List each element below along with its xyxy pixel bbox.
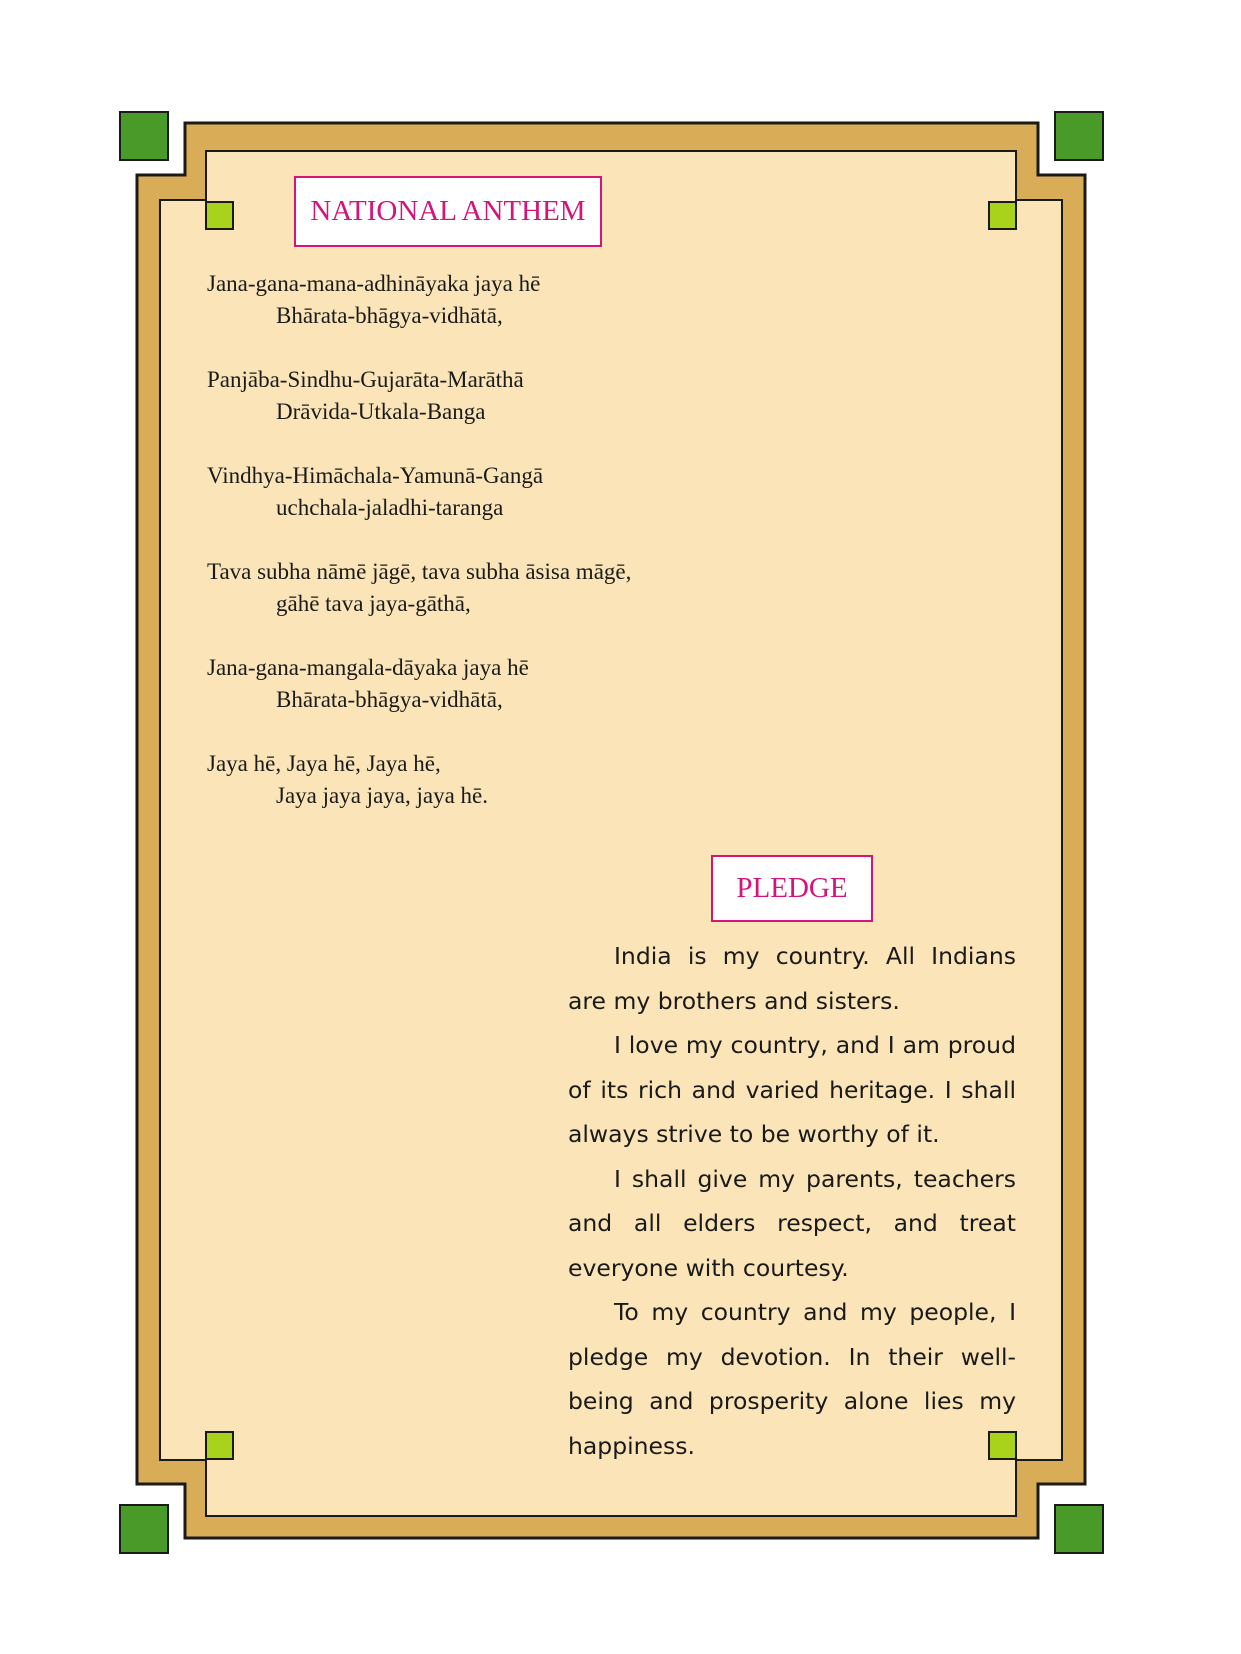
anthem-line: Bhārata-bhāgya-vidhātā, <box>276 303 503 328</box>
pledge-paragraph: India is my country. All Indians are my brothers and sisters. <box>568 942 1016 1015</box>
pledge-paragraph: I shall give my parents, teachers and all elders respect, and treat everyone with courtesy. <box>568 1164 1016 1282</box>
anthem-stanza <box>207 748 767 812</box>
anthem-stanza <box>207 460 767 524</box>
pledge-heading <box>711 855 873 922</box>
anthem-text <box>207 268 767 844</box>
corner-square-top-left <box>120 112 168 160</box>
anthem-line: Vindhya-Himāchala-Yamunā-Gangā <box>207 463 544 488</box>
anthem-stanza <box>207 652 767 716</box>
pledge-text <box>568 934 1016 1468</box>
pledge-paragraph: To my country and my people, I pledge my devotion. In their well-being and prosperity alone lies my happiness. <box>568 1298 1016 1460</box>
anthem-line: Jana-gana-mana-adhināyaka jaya hē <box>207 271 541 296</box>
anthem-line: Panjāba-Sindhu-Gujarāta-Marāthā <box>207 367 524 392</box>
anthem-line: Jaya jaya jaya, jaya hē. <box>276 783 488 808</box>
anthem-line: gāhē tava jaya-gāthā, <box>276 591 471 616</box>
anthem-stanza <box>207 364 767 428</box>
corner-square-bottom-left <box>120 1505 168 1553</box>
corner-square-bottom-right <box>1055 1505 1103 1553</box>
anthem-stanza <box>207 268 767 332</box>
inner-square-top-right <box>989 202 1016 229</box>
anthem-line: Jana-gana-mangala-dāyaka jaya hē <box>207 655 529 680</box>
anthem-line: Jaya hē, Jaya hē, Jaya hē, <box>207 751 441 776</box>
pledge-paragraph: I love my country, and I am proud of its rich and varied heritage. I shall always strive to be worthy of it. <box>568 1031 1016 1148</box>
inner-square-bottom-left <box>206 1432 233 1459</box>
anthem-line: Drāvida-Utkala-Banga <box>276 399 486 424</box>
inner-square-top-left <box>206 202 233 229</box>
national-anthem-title: NATIONAL ANTHEM <box>310 195 586 227</box>
corner-square-top-right <box>1055 112 1103 160</box>
anthem-line: uchchala-jaladhi-taranga <box>276 495 504 520</box>
anthem-line: Bhārata-bhāgya-vidhātā, <box>276 687 503 712</box>
anthem-line: Tava subha nāmē jāgē, tava subha āsisa māgē, <box>207 559 632 584</box>
pledge-title: PLEDGE <box>736 872 848 904</box>
anthem-stanza <box>207 556 767 620</box>
national-anthem-heading <box>294 176 602 247</box>
